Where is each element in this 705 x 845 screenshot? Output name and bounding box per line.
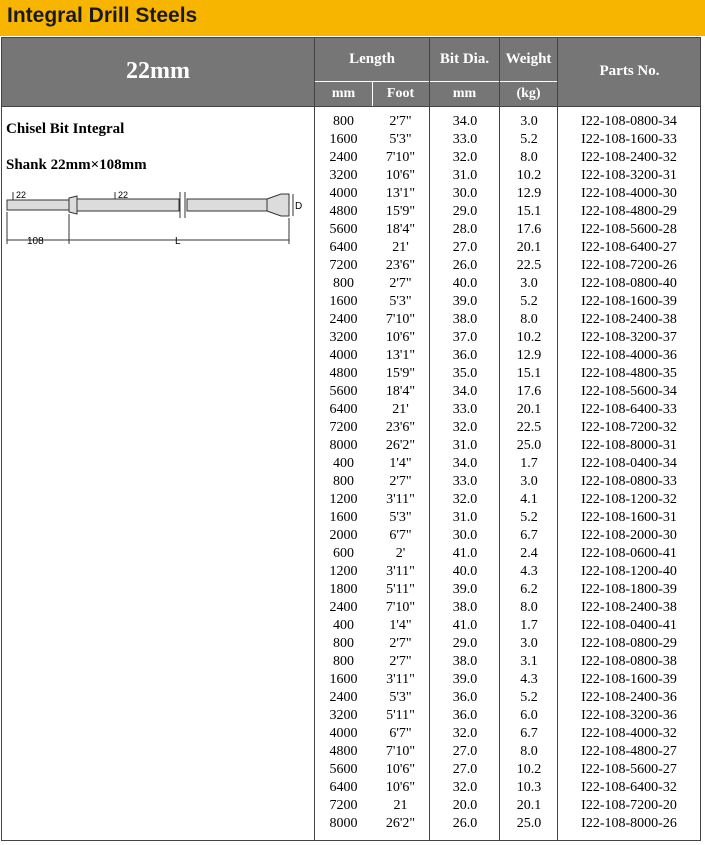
length-mm-cell: 4800 — [329, 366, 358, 381]
length-mm-cell: 800 — [333, 114, 354, 129]
table-row — [315, 815, 700, 833]
weight-cell: 10.3 — [516, 780, 542, 795]
bitdia-heading: Bit Dia. — [439, 50, 490, 67]
table-row — [315, 293, 700, 311]
bit-dia-cell: 31.0 — [452, 168, 478, 183]
bit-dia-cell: 29.0 — [452, 636, 478, 651]
bit-dia-cell: 36.0 — [452, 708, 478, 723]
length-foot-cell: 2'7" — [389, 474, 412, 489]
table-row — [315, 545, 700, 563]
table-row — [315, 185, 700, 203]
part-number-cell: I22-108-6400-27 — [581, 240, 677, 255]
weight-cell: 20.1 — [516, 240, 542, 255]
bit-dia-cell: 31.0 — [452, 510, 478, 525]
table-row — [315, 167, 700, 185]
length-foot-cell: 3'11" — [386, 672, 415, 687]
table-row — [315, 437, 700, 455]
table-row — [315, 401, 700, 419]
length-foot-cell: 6'7" — [389, 726, 412, 741]
length-mm-cell: 6400 — [329, 402, 358, 417]
table-row — [315, 581, 700, 599]
length-foot-cell: 18'4" — [385, 384, 416, 399]
weight-cell: 3.0 — [520, 276, 538, 291]
length-mm-cell: 1800 — [329, 582, 358, 597]
length-foot-cell: 3'11" — [386, 564, 415, 579]
length-foot-cell: 15'9" — [385, 204, 416, 219]
weight-cell: 15.1 — [516, 366, 542, 381]
part-number-cell: I22-108-2400-32 — [581, 150, 677, 165]
table-row — [315, 221, 700, 239]
part-number-cell: I22-108-0800-34 — [581, 114, 677, 129]
weight-cell: 3.1 — [520, 654, 538, 669]
part-number-cell: I22-108-4800-29 — [581, 204, 677, 219]
length-mm-cell: 2400 — [329, 600, 358, 615]
bit-dia-cell: 37.0 — [452, 330, 478, 345]
part-number-cell: I22-108-6400-32 — [581, 780, 677, 795]
part-number-cell: I22-108-1600-31 — [581, 510, 677, 525]
table-row — [315, 455, 700, 473]
part-number-cell: I22-108-3200-31 — [581, 168, 677, 183]
part-number-cell: I22-108-0800-40 — [581, 276, 677, 291]
weight-cell: 5.2 — [520, 294, 538, 309]
part-number-cell: I22-108-3200-37 — [581, 330, 677, 345]
weight-cell: 6.7 — [520, 528, 538, 543]
length-foot-cell: 13'1" — [385, 186, 416, 201]
bit-dia-cell: 41.0 — [452, 546, 478, 561]
length-mm-cell: 3200 — [329, 330, 358, 345]
rod-shape-2 — [187, 199, 267, 211]
length-mm-cell: 5600 — [329, 222, 358, 237]
length-foot-cell: 1'4" — [389, 456, 412, 471]
bit-dia-cell: 26.0 — [452, 258, 478, 273]
weight-cell: 6.0 — [520, 708, 538, 723]
length-foot-cell: 2'7" — [389, 654, 412, 669]
bit-dia-cell: 32.0 — [452, 150, 478, 165]
part-number-cell: I22-108-2400-36 — [581, 690, 677, 705]
weight-cell: 1.7 — [520, 456, 538, 471]
weight-cell: 12.9 — [516, 186, 542, 201]
bit-dia-cell: 34.0 — [452, 384, 478, 399]
bit-dia-cell: 39.0 — [452, 582, 478, 597]
weight-cell: 4.3 — [520, 564, 538, 579]
table-row — [315, 689, 700, 707]
bit-dia-cell: 32.0 — [452, 420, 478, 435]
table-row — [315, 365, 700, 383]
kg-subheading: (kg) — [516, 86, 541, 101]
bit-mm-subheading: mm — [452, 86, 477, 101]
page-title: Integral Drill Steels — [7, 4, 198, 27]
weight-cell: 4.3 — [520, 672, 538, 687]
data-rows — [315, 113, 700, 833]
weight-cell: 25.0 — [516, 438, 542, 453]
weight-cell: 5.2 — [520, 510, 538, 525]
length-foot-cell: 10'6" — [385, 330, 416, 345]
length-foot-cell: 1'4" — [389, 618, 412, 633]
length-mm-cell: 6400 — [329, 240, 358, 255]
length-foot-cell: 7'10" — [385, 600, 416, 615]
bit-dia-cell: 33.0 — [452, 402, 478, 417]
length-mm-cell: 1600 — [329, 294, 358, 309]
bit-dia-cell: 20.0 — [452, 798, 478, 813]
bit-dia-cell: 36.0 — [452, 690, 478, 705]
length-foot-cell: 10'6" — [385, 780, 416, 795]
length-mm-cell: 600 — [333, 546, 354, 561]
part-number-cell: I22-108-1600-39 — [581, 672, 677, 687]
bit-dia-cell: 32.0 — [452, 492, 478, 507]
table-row — [315, 473, 700, 491]
bit-dia-cell: 28.0 — [452, 222, 478, 237]
drill-steel-drawing — [5, 186, 305, 256]
table-row — [315, 257, 700, 275]
bit-dia-cell: 35.0 — [452, 366, 478, 381]
length-mm-cell: 6400 — [329, 780, 358, 795]
part-number-cell: I22-108-4000-36 — [581, 348, 677, 363]
bit-dia-cell: 34.0 — [452, 456, 478, 471]
length-mm-cell: 5600 — [329, 384, 358, 399]
weight-cell: 6.7 — [520, 726, 538, 741]
table-row — [315, 725, 700, 743]
table-row — [315, 617, 700, 635]
length-foot-cell: 10'6" — [385, 762, 416, 777]
length-foot-cell: 6'7" — [389, 528, 412, 543]
bit-dia-cell: 27.0 — [452, 762, 478, 777]
length-mm-cell: 4000 — [329, 186, 358, 201]
bit-dia-cell: 38.0 — [452, 654, 478, 669]
table-row — [315, 635, 700, 653]
table-row — [315, 797, 700, 815]
weight-cell: 10.2 — [516, 762, 542, 777]
part-number-cell: I22-108-4800-35 — [581, 366, 677, 381]
bit-dia-cell: 39.0 — [452, 294, 478, 309]
length-foot-cell: 5'3" — [389, 132, 412, 147]
length-mm-cell: 2000 — [329, 528, 358, 543]
weight-cell: 1.7 — [520, 618, 538, 633]
bit-dia-cell: 34.0 — [452, 114, 478, 129]
length-foot-cell: 5'3" — [389, 510, 412, 525]
part-number-cell: I22-108-7200-32 — [581, 420, 677, 435]
weight-cell: 8.0 — [520, 312, 538, 327]
length-mm-cell: 2400 — [329, 690, 358, 705]
part-number-cell: I22-108-1800-39 — [581, 582, 677, 597]
length-foot-cell: 2'7" — [389, 114, 412, 129]
part-number-cell: I22-108-4800-27 — [581, 744, 677, 759]
foot-subheading: Foot — [386, 86, 415, 101]
weight-cell: 22.5 — [516, 420, 542, 435]
length-foot-cell: 26'2" — [385, 438, 416, 453]
table-row — [315, 383, 700, 401]
part-number-cell: I22-108-7200-20 — [581, 798, 677, 813]
part-number-cell: I22-108-5600-34 — [581, 384, 677, 399]
mm-subheading: mm — [331, 86, 356, 101]
weight-cell: 17.6 — [516, 222, 542, 237]
length-mm-cell: 5600 — [329, 762, 358, 777]
length-mm-cell: 1600 — [329, 672, 358, 687]
weight-cell: 10.2 — [516, 168, 542, 183]
weight-cell: 3.0 — [520, 114, 538, 129]
length-mm-cell: 4800 — [329, 204, 358, 219]
drawing-label-22-left: 22 — [16, 190, 27, 200]
length-foot-cell: 15'9" — [385, 366, 416, 381]
bit-dia-cell: 26.0 — [452, 816, 478, 831]
weight-cell: 22.5 — [516, 258, 542, 273]
length-foot-cell: 7'10" — [385, 150, 416, 165]
bit-dia-cell: 36.0 — [452, 348, 478, 363]
part-number-cell: I22-108-0400-41 — [581, 618, 677, 633]
table-row — [315, 563, 700, 581]
length-foot-cell: 21 — [393, 798, 408, 813]
length-mm-cell: 8000 — [329, 438, 358, 453]
bit-dia-cell: 27.0 — [452, 744, 478, 759]
length-mm-cell: 7200 — [329, 798, 358, 813]
table-row — [315, 131, 700, 149]
weight-cell: 20.1 — [516, 402, 542, 417]
length-foot-cell: 5'11" — [386, 582, 415, 597]
table-row — [315, 239, 700, 257]
table-row — [315, 527, 700, 545]
table-row — [315, 599, 700, 617]
bit-dia-cell: 33.0 — [452, 132, 478, 147]
part-number-cell: I22-108-0800-29 — [581, 636, 677, 651]
weight-cell: 25.0 — [516, 816, 542, 831]
length-mm-cell: 2400 — [329, 150, 358, 165]
drawing-label-D: D — [295, 201, 303, 212]
part-number-cell: I22-108-0800-33 — [581, 474, 677, 489]
part-number-cell: I22-108-6400-33 — [581, 402, 677, 417]
weight-cell: 15.1 — [516, 204, 542, 219]
bit-dia-cell: 41.0 — [452, 618, 478, 633]
part-number-cell: I22-108-2400-38 — [581, 312, 677, 327]
weight-cell: 5.2 — [520, 132, 538, 147]
table-row — [315, 509, 700, 527]
parts-heading: Parts No. — [599, 63, 660, 79]
part-number-cell: I22-108-8000-31 — [581, 438, 677, 453]
length-mm-cell: 1600 — [329, 510, 358, 525]
part-number-cell: I22-108-5600-28 — [581, 222, 677, 237]
weight-cell: 5.2 — [520, 690, 538, 705]
length-foot-cell: 10'6" — [385, 168, 416, 183]
length-mm-cell: 3200 — [329, 168, 358, 183]
weight-heading: Weight — [505, 50, 552, 67]
bit-dia-cell: 32.0 — [452, 726, 478, 741]
table-row — [315, 761, 700, 779]
table-row — [315, 203, 700, 221]
bit-dia-cell: 40.0 — [452, 276, 478, 291]
part-number-cell: I22-108-0600-41 — [581, 546, 677, 561]
length-foot-cell: 26'2" — [385, 816, 416, 831]
part-number-cell: I22-108-4000-30 — [581, 186, 677, 201]
table-row — [315, 113, 700, 131]
part-number-cell: I22-108-1200-40 — [581, 564, 677, 579]
length-mm-cell: 800 — [333, 636, 354, 651]
drawing-label-108: 108 — [27, 236, 44, 247]
length-foot-cell: 13'1" — [385, 348, 416, 363]
part-number-cell: I22-108-4000-32 — [581, 726, 677, 741]
length-foot-cell: 5'3" — [389, 294, 412, 309]
weight-cell: 8.0 — [520, 744, 538, 759]
part-number-cell: I22-108-5600-27 — [581, 762, 677, 777]
length-mm-cell: 800 — [333, 276, 354, 291]
weight-cell: 2.4 — [520, 546, 538, 561]
part-number-cell: I22-108-1600-33 — [581, 132, 677, 147]
bit-dia-cell: 29.0 — [452, 204, 478, 219]
part-number-cell: I22-108-0400-34 — [581, 456, 677, 471]
bit-type-label: Chisel Bit Integral — [6, 121, 125, 137]
bit-dia-cell: 30.0 — [452, 528, 478, 543]
part-number-cell: I22-108-0800-38 — [581, 654, 677, 669]
bit-dia-cell: 39.0 — [452, 672, 478, 687]
weight-cell: 6.2 — [520, 582, 538, 597]
table-row — [315, 419, 700, 437]
part-number-cell: I22-108-8000-26 — [581, 816, 677, 831]
length-mm-cell: 1600 — [329, 132, 358, 147]
title-bar — [0, 0, 705, 36]
table-row — [315, 347, 700, 365]
table-row — [315, 311, 700, 329]
weight-cell: 17.6 — [516, 384, 542, 399]
length-foot-cell: 18'4" — [385, 222, 416, 237]
part-number-cell: I22-108-1600-39 — [581, 294, 677, 309]
length-foot-cell: 5'3" — [389, 690, 412, 705]
length-mm-cell: 1200 — [329, 564, 358, 579]
length-foot-cell: 23'6" — [385, 258, 416, 273]
weight-cell: 8.0 — [520, 600, 538, 615]
weight-cell: 3.0 — [520, 636, 538, 651]
shank-label: Shank 22mm×108mm — [6, 157, 147, 173]
length-mm-cell: 4800 — [329, 744, 358, 759]
size-heading: 22mm — [126, 58, 190, 84]
weight-cell: 10.2 — [516, 330, 542, 345]
table-row — [315, 491, 700, 509]
bit-dia-cell: 40.0 — [452, 564, 478, 579]
length-mm-cell: 3200 — [329, 708, 358, 723]
part-number-cell: I22-108-2000-30 — [581, 528, 677, 543]
length-foot-cell: 7'10" — [385, 312, 416, 327]
bit-dia-cell: 38.0 — [452, 600, 478, 615]
bit-dia-cell: 31.0 — [452, 438, 478, 453]
part-number-cell: I22-108-7200-26 — [581, 258, 677, 273]
length-foot-cell: 23'6" — [385, 420, 416, 435]
part-number-cell: I22-108-1200-32 — [581, 492, 677, 507]
length-foot-cell: 2' — [395, 546, 406, 561]
drawing-label-L: L — [175, 236, 181, 247]
drawing-label-22-mid: 22 — [118, 190, 129, 200]
length-mm-cell: 4000 — [329, 726, 358, 741]
length-mm-cell: 800 — [333, 654, 354, 669]
length-heading: Length — [349, 50, 395, 67]
table-row — [315, 275, 700, 293]
length-mm-cell: 2400 — [329, 312, 358, 327]
weight-cell: 20.1 — [516, 798, 542, 813]
length-foot-cell: 5'11" — [386, 708, 415, 723]
length-mm-cell: 1200 — [329, 492, 358, 507]
length-foot-cell: 21' — [392, 240, 409, 255]
table-row — [315, 671, 700, 689]
length-foot-cell: 7'10" — [385, 744, 416, 759]
table-row — [315, 779, 700, 797]
rod-shape-1 — [77, 199, 179, 211]
bit-dia-cell: 30.0 — [452, 186, 478, 201]
weight-cell: 4.1 — [520, 492, 538, 507]
table-row — [315, 653, 700, 671]
weight-cell: 3.0 — [520, 474, 538, 489]
bit-dia-cell: 33.0 — [452, 474, 478, 489]
part-number-cell: I22-108-3200-36 — [581, 708, 677, 723]
table-row — [315, 743, 700, 761]
bit-dia-cell: 38.0 — [452, 312, 478, 327]
table-row — [315, 707, 700, 725]
length-foot-cell: 3'11" — [386, 492, 415, 507]
weight-cell: 8.0 — [520, 150, 538, 165]
length-mm-cell: 8000 — [329, 816, 358, 831]
table-row — [315, 329, 700, 347]
collar-shape — [69, 196, 77, 214]
bit-dia-cell: 32.0 — [452, 780, 478, 795]
table-row — [315, 149, 700, 167]
length-mm-cell: 400 — [333, 456, 354, 471]
bit-shape — [267, 194, 289, 216]
length-mm-cell: 400 — [333, 618, 354, 633]
part-number-cell: I22-108-2400-38 — [581, 600, 677, 615]
length-mm-cell: 7200 — [329, 258, 358, 273]
weight-cell: 12.9 — [516, 348, 542, 363]
length-foot-cell: 21' — [392, 402, 409, 417]
length-foot-cell: 2'7" — [389, 276, 412, 291]
bit-dia-cell: 27.0 — [452, 240, 478, 255]
shank-shape — [7, 200, 69, 210]
length-mm-cell: 4000 — [329, 348, 358, 363]
length-mm-cell: 7200 — [329, 420, 358, 435]
length-foot-cell: 2'7" — [389, 636, 412, 651]
length-mm-cell: 800 — [333, 474, 354, 489]
